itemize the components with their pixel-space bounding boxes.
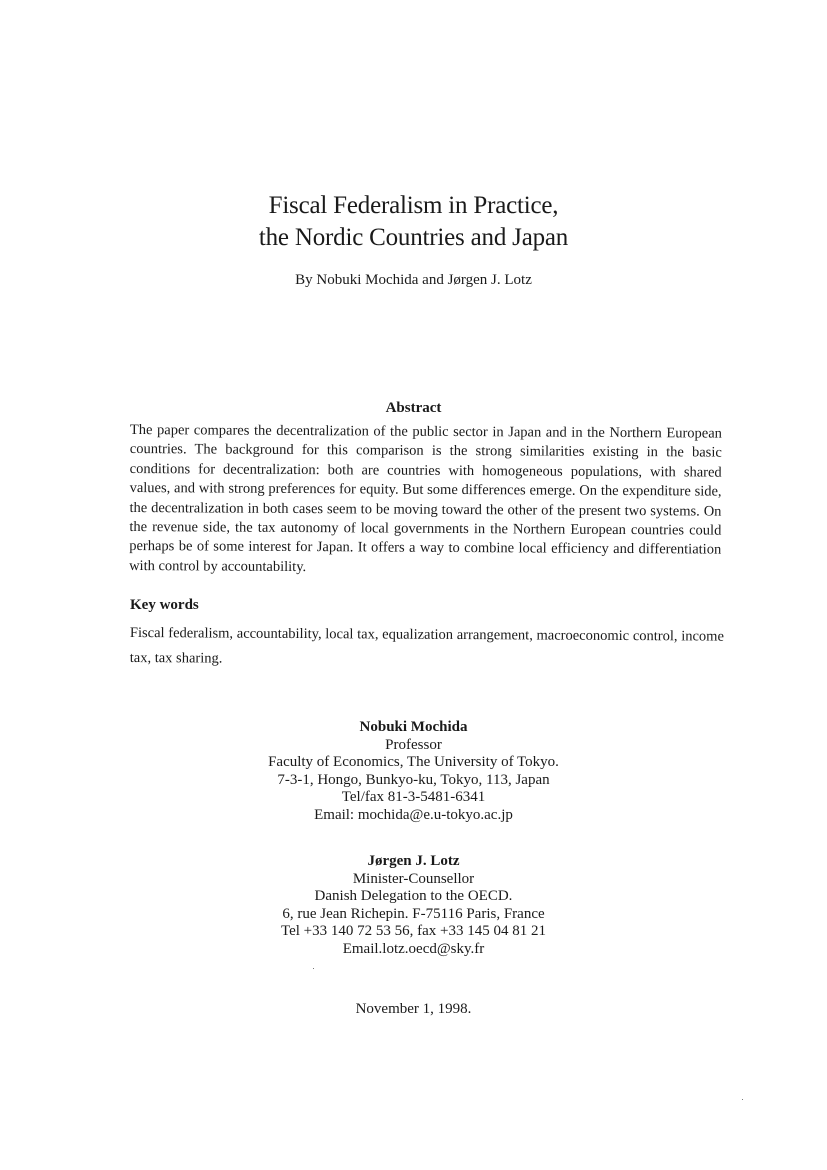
author-name: Nobuki Mochida bbox=[359, 719, 468, 735]
author-address: 7-3-1, Hongo, Bunkyo-ku, Tokyo, 113, Japan bbox=[277, 771, 550, 788]
author-email: Email: mochida@e.u-tokyo.ac.jp bbox=[314, 806, 513, 823]
abstract-heading: Abstract bbox=[385, 400, 442, 416]
author-name: Jørgen J. Lotz bbox=[367, 853, 460, 869]
paper-title bbox=[0, 190, 827, 254]
scan-speck bbox=[742, 1099, 743, 1100]
scan-speck bbox=[313, 968, 314, 969]
title-line-2: the Nordic Countries and Japan bbox=[258, 224, 569, 251]
author-title: Professor bbox=[385, 736, 442, 753]
author-block-lotz bbox=[0, 853, 827, 958]
author-phone: Tel +33 140 72 53 56, fax +33 145 04 81 21 bbox=[280, 923, 546, 939]
author-title: Minister-Counsellor bbox=[352, 870, 475, 887]
byline: By Nobuki Mochida and Jørgen J. Lotz bbox=[295, 272, 532, 288]
author-affiliation: Danish Delegation to the OECD. bbox=[314, 888, 513, 904]
author-email: Email.lotz.oecd@sky.fr bbox=[342, 940, 485, 957]
title-line-1: Fiscal Federalism in Practice, bbox=[268, 192, 559, 219]
keywords-body: Fiscal federalism, accountability, local tax, equalization arrangement, macroeconomic control, income tax, tax sharing. bbox=[129, 624, 724, 667]
abstract-body: The paper compares the decentralization of the public sector in Japan and in the Northern European countries. The background for this comparison is the strong similarities existing in the basic conditions for decentralization: both are countries with homogeneous populations, with shared values, and with strong preferences for equity. But some differences emerge. On the expenditure side, the decentralization in both cases seem to be moving toward the other of the present two systems. On the revenue side, the tax autonomy of local governments in the Northern European countries could perhaps be of some interest for Japan. It offers a way to combine local efficiency and differentiation with control by accountability. bbox=[129, 421, 722, 575]
paper-date: November 1, 1998. bbox=[355, 1001, 472, 1017]
keywords-heading: Key words bbox=[130, 597, 199, 613]
author-block-mochida bbox=[0, 719, 827, 824]
author-affiliation: Faculty of Economics, The University of Tokyo. bbox=[268, 754, 559, 770]
author-phone: Tel/fax 81-3-5481-6341 bbox=[341, 789, 486, 805]
author-address: 6, rue Jean Richepin. F-75116 Paris, France bbox=[282, 905, 545, 922]
